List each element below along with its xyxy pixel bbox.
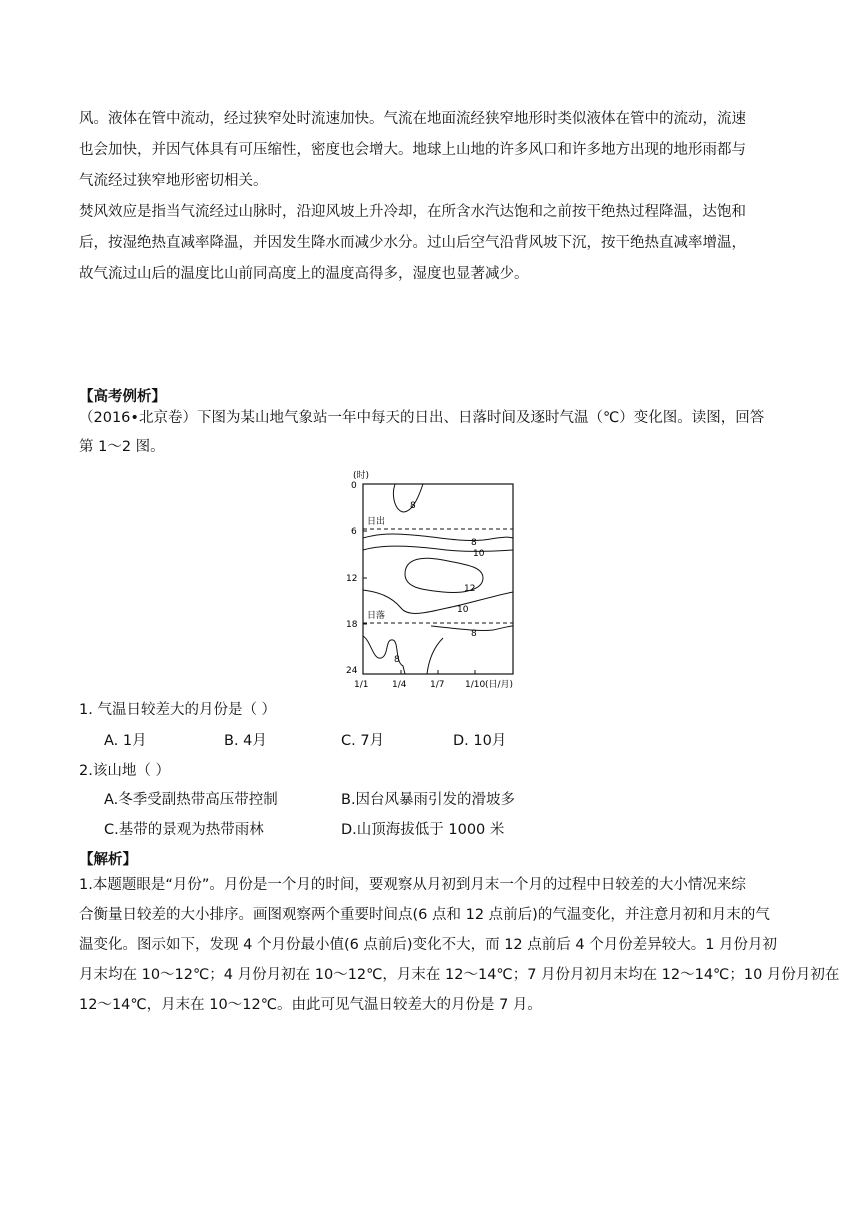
isoline-label: 8 [394, 655, 400, 665]
isoline-10-afternoon [363, 590, 513, 613]
isoline-10-morning [363, 546, 513, 551]
question-intro [79, 404, 784, 462]
question-1-option-d: D. 10月 [453, 733, 507, 749]
y-tick-label: 18 [346, 620, 358, 630]
analysis-heading: 【解析】 [79, 852, 137, 868]
x-tick-label: 1/1 [354, 680, 369, 690]
plot-frame [363, 484, 513, 674]
text-line: 故气流过山后的温度比山前同高度上的温度高得多，湿度也显著减少。 [79, 266, 529, 282]
exam-heading: 【高考例析】 [79, 389, 166, 405]
isoline-bottom-right [427, 638, 443, 674]
isoline-8-top [393, 484, 423, 512]
question-2-option-b: B.因台风暴雨引发的滑坡多 [341, 792, 516, 808]
y-axis-unit: (时) [353, 471, 370, 481]
temperature-isoline-figure [343, 466, 523, 691]
passage-1 [79, 104, 784, 197]
text-line: 气流经过狭窄地形密切相关。 [79, 173, 268, 189]
question-1-stem: 1. 气温日较差大的月份是（ ） [79, 702, 277, 718]
y-tick-label: 12 [346, 574, 358, 584]
isoline-label: 8 [410, 501, 416, 511]
x-axis-unit: (日/月) [485, 680, 514, 690]
analysis-text [79, 870, 840, 1020]
text-line: 也会加快，并因气体具有可压缩性，密度也会增大。地球上山地的许多风口和许多地方出现的地形雨都与 [79, 142, 746, 158]
question-2-option-d: D.山顶海拔低于 1000 米 [341, 822, 505, 838]
text-line: 温变化。图示如下，发现 4 个月份最小值(6 点前后)变化不大，而 12 点前后 4 个月份差异较大。1 月份月初 [79, 937, 778, 953]
text-line: 第 1～2 图。 [79, 439, 165, 455]
passage-2 [79, 197, 784, 290]
isoline-8-morning [363, 534, 513, 541]
text-line: 1.本题题眼是“月份”。月份是一个月的时间，要观察从月初到月末一个月的过程中日较差的大小情况来综 [79, 877, 746, 893]
isoline-label: 12 [464, 584, 476, 594]
question-2-option-c: C.基带的景观为热带雨林 [104, 822, 264, 838]
y-tick-label: 0 [351, 481, 357, 491]
question-1-option-b: B. 4月 [224, 733, 267, 749]
isoline-label: 10 [457, 605, 469, 615]
text-line: 合衡量日较差的大小排序。画图观察两个重要时间点(6 点和 12 点前后)的气温变化，并注意月初和月末的气 [79, 907, 770, 923]
sunrise-label: 日出 [367, 517, 386, 527]
question-1-option-c: C. 7月 [341, 733, 385, 749]
text-line: 风。液体在管中流动，经过狭窄处时流速加快。气流在地面流经狭窄地形时类似液体在管中的流动，流速 [79, 111, 746, 127]
text-line: 后，按湿绝热直减率降温，并因发生降水而减少水分。过山后空气沿背风坡下沉，按干绝热直减率增温， [79, 235, 746, 251]
x-tick-label: 1/10 [465, 680, 486, 690]
question-2-option-a: A.冬季受副热带高压带控制 [104, 792, 278, 808]
isoline-label: 8 [471, 629, 477, 639]
x-tick-label: 1/4 [392, 680, 407, 690]
question-1-option-a: A. 1月 [104, 733, 147, 749]
text-line: 月末均在 10～12℃；4 月份月初在 10～12℃，月末在 12～14℃；7 月份月初月末均在 12～14℃；10 月份月初在 [79, 967, 840, 983]
y-tick-label: 6 [351, 527, 357, 537]
isoline-label: 10 [473, 549, 485, 559]
isoline-label: 8 [471, 538, 477, 548]
question-2-stem: 2.该山地（ ） [79, 763, 170, 779]
x-tick-label: 1/7 [430, 680, 445, 690]
figure-svg [343, 466, 523, 691]
text-line: 12～14℃，月末在 10～12℃。由此可见气温日较差大的月份是 7 月。 [79, 997, 542, 1013]
y-tick-label: 24 [346, 666, 358, 676]
text-line: 焚风效应是指当气流经过山脉时，沿迎风坡上升冷却，在所含水汽达饱和之前按干绝热过程降温，达饱和 [79, 204, 746, 220]
text-line: （2016•北京卷）下图为某山地气象站一年中每天的日出、日落时间及逐时气温（℃）变化图。读图，回答 [79, 410, 765, 426]
sunset-label: 日落 [367, 611, 386, 621]
